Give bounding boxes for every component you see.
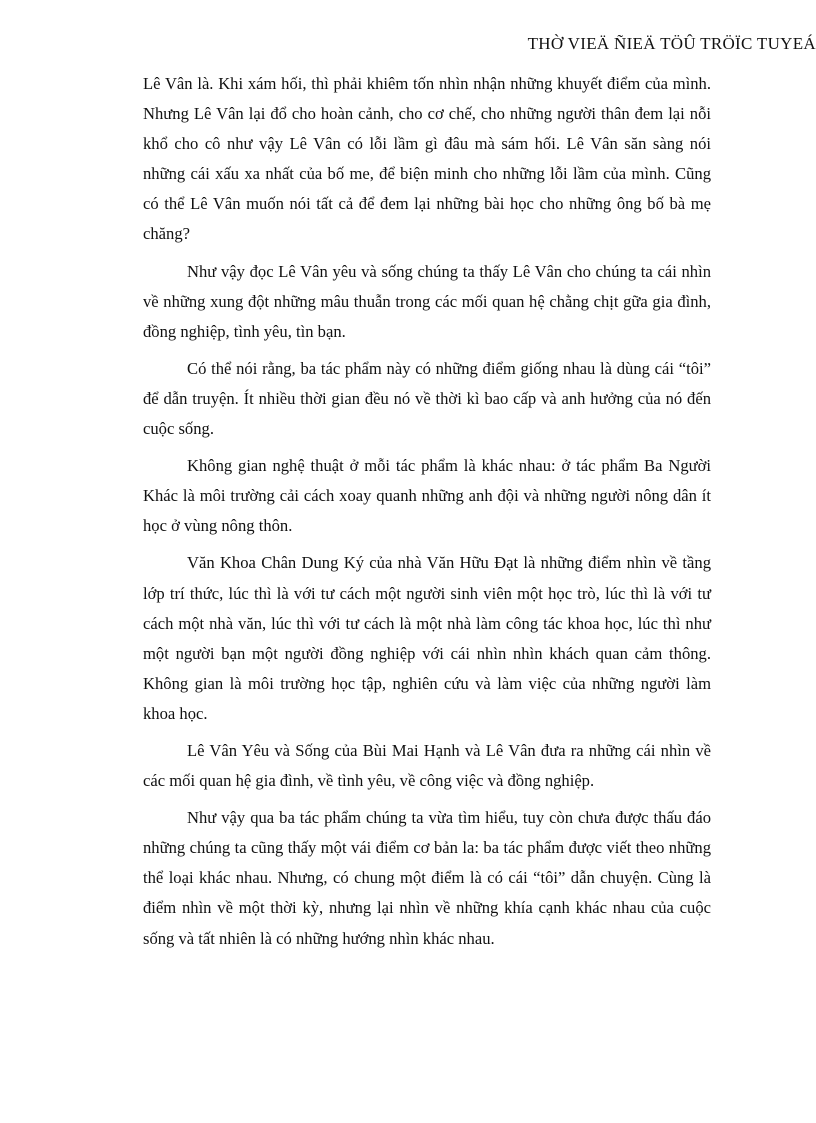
paragraph: Lê Vân Yêu và Sống của Bùi Mai Hạnh và Lê Vân đưa ra những cái nhìn về các mối quan hệ gia đình, về tình yêu, về công việc và đồng nghiệp.	[143, 740, 711, 791]
page-header: THỜ VIEÄ ÑIEÄ TÖÛ TRÖÏC TUYEÁ	[527, 34, 816, 53]
document-body	[143, 69, 711, 961]
paragraph: Như vậy qua ba tác phẩm chúng ta vừa tìm hiểu, tuy còn chưa được thấu đáo những chúng ta cũng thấy một vái điểm cơ bản la: ba tác phẩm được viết theo những thể loại khác nhau. Nhưng, có chung một điểm là có cái “tôi” dẫn chuyện. Cùng là điểm nhìn về một thời kỳ, nhưng lại nhìn về những khía cạnh khác nhau của cuộc sống và tất nhiên là có những hướng nhìn khác nhau.	[143, 808, 711, 948]
paragraph: Có thể nói rằng, ba tác phẩm này có những điểm giống nhau là dùng cái “tôi” để dẫn truyện. Ít nhiều thời gian đều nó về thời kì bao cấp và anh hưởng của nó đến cuộc sống.	[143, 358, 711, 439]
paragraph: Như vậy đọc Lê Vân yêu và sống chúng ta thấy Lê Vân cho chúng ta cái nhìn về những xung đột những mâu thuẫn trong các mối quan hệ chằng chịt gữa gia đình, đồng nghiệp, tình yêu, tìn bạn.	[143, 261, 711, 341]
paragraph: Lê Vân là. Khi xám hối, thì phải khiêm tốn nhìn nhận những khuyết điểm của mình. Nhưng Lê Vân lại đổ cho hoàn cảnh, cho cơ chế, cho những người thân đem lại nỗi khổ cho cô như vậy Lê Vân có lỗi lầm gì đâu mà sám hối. Lê Vân săn sàng nói những cái xấu xa nhất của bố me, để biện minh cho những lỗi lầm của mình. Cũng có thể Lê Vân muốn nói tất cả để đem lại những bài học cho những ông bố bà mẹ chăng?	[143, 74, 711, 244]
paragraph: Văn Khoa Chân Dung Ký của nhà Văn Hữu Đạt là những điểm nhìn về tầng lớp trí thức, lúc thì là với tư cách một người sinh viên một học trò, lúc thì là với tư cách một nhà văn, lúc thì với tư cách là một nhà làm công tác khoa học, lúc thì như một người bạn một người đồng nghiệp với cái nhìn nhìn khách quan cảm thông. Không gian là môi trường học tập, nghiên cứu và làm việc của những người làm khoa học.	[143, 553, 711, 723]
paragraph: Không gian nghệ thuật ở mỗi tác phẩm là khác nhau: ở tác phẩm Ba Người Khác là môi trường cải cách xoay quanh những anh đội và những người nông dân ít học ở vùng nông thôn.	[143, 456, 711, 536]
